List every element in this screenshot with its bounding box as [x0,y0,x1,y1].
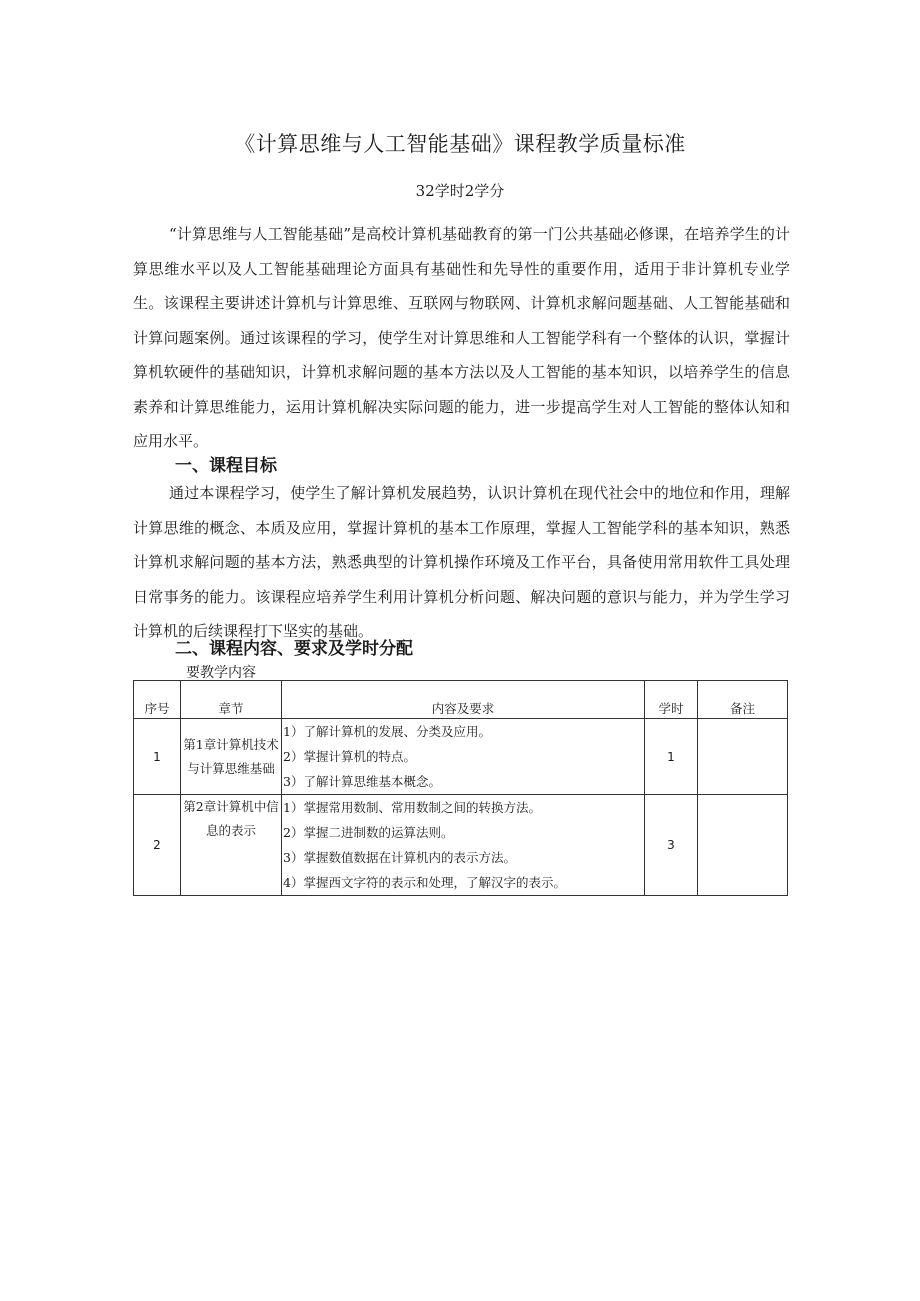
content-table [133,680,788,896]
section-heading-goals: 一、课程目标 [175,456,277,476]
row-hours: 3 [645,795,698,896]
intro-text: “计算思维与人工智能基础”是高校计算机基础教育的第一门公共基础必修课，在培养学生的计算思维水平以及人工智能基础理论方面具有基础性和先导性的重要作用，适用于非计算机专业学生。该课程主要讲述计算机与计算思维、互联网与物联网、计算机求解问题基础、人工智能基础和计算问题案例。通过该课程的学习，使学生对计算思维和人工智能学科有一个整体的认识，掌握计算机软硬件的基础知识，计算机求解问题的基本方法以及人工智能的基本知识，以培养学生的信息素养和计算思维能力，运用计算机解决实际问题的能力，进一步提高学生对人工智能的整体认知和应用水平。 [133,225,790,450]
header-notes: 备注 [698,681,788,719]
goals-text: 通过本课程学习，使学生了解计算机发展趋势，认识计算机在现代社会中的地位和作用，理解计算思维的概念、本质及应用，掌握计算机的基本工作原理，掌握人工智能学科的基本知识，熟悉计算机求解问题的基本方法，熟悉典型的计算机操作环境及工作平台，具备使用常用软件工具处理日常事务的能力。该课程应培养学生利用计算机分析问题、解决问题的意识与能力，并为学生学习计算机的后续课程打下坚实的基础。 [133,484,790,640]
table-row [134,719,788,795]
content-item: 2）掌握二进制数的运算法则。 [283,825,454,840]
row-seq: 1 [134,719,181,795]
row-chapter: 第2章计算机中信息的表示 [181,795,282,896]
intro-paragraph [133,217,790,459]
table-header-row [134,681,788,719]
content-item: 1）了解计算机的发展、分类及应用。 [283,724,491,739]
row-notes [698,795,788,896]
content-item: 4）掌握西文字符的表示和处理，了解汉字的表示。 [283,875,566,890]
row-notes [698,719,788,795]
content-item: 2）掌握计算机的特点。 [283,749,416,764]
table-row [134,795,788,896]
row-seq: 2 [134,795,181,896]
document-title: 《计算思维与人工智能基础》课程教学质量标准 [234,132,686,156]
content-item: 3）了解计算思维基本概念。 [283,774,441,789]
content-item: 3）掌握数值数据在计算机内的表示方法。 [283,850,516,865]
row-hours: 1 [645,719,698,795]
header-chapter: 章节 [181,681,282,719]
row-content [282,795,645,896]
row-content [282,719,645,795]
table-caption: 要教学内容 [186,665,256,681]
row-chapter: 第1章计算机技术与计算思维基础 [181,719,282,795]
header-hours: 学时 [645,681,698,719]
goals-paragraph [133,476,790,649]
content-item: 1）掌握常用数制、常用数制之间的转换方法。 [283,800,541,815]
section-heading-content: 二、课程内容、要求及学时分配 [175,639,413,659]
header-seq: 序号 [134,681,181,719]
header-content: 内容及要求 [282,681,645,719]
credit-info: 32学时2学分 [415,182,505,200]
